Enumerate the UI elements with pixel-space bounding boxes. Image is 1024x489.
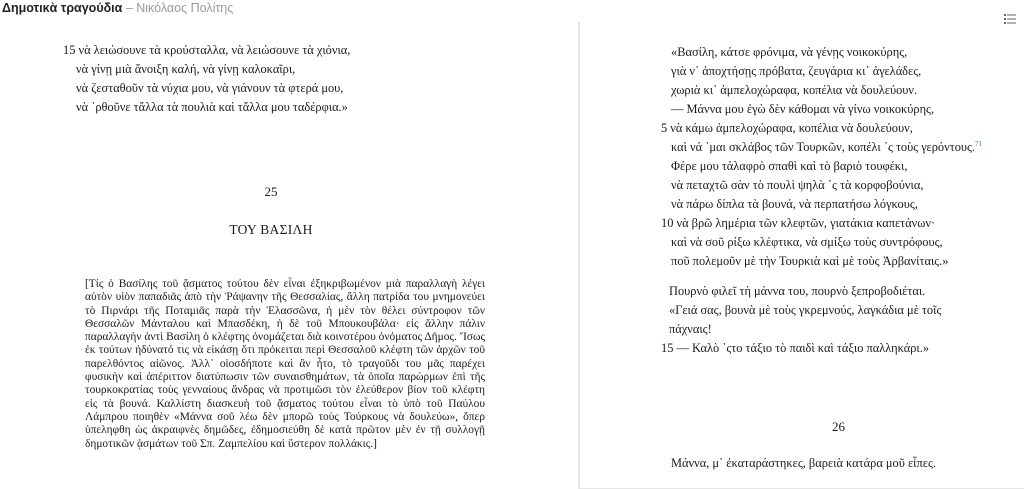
verse-line: νὰ ζεσταθοῦν τὰ νύχια μου, νὰ γιάνουν τὰ φτερά μου, (76, 81, 344, 95)
verse-line: 10 νὰ βρῶ λημέρια τῶν κλεφτῶν, γιατάκια καπετάνων· (661, 216, 936, 230)
commentary-text: [Τίς ὁ Βασίλης τοῦ ᾄσματος τούτου δὲν εἶναι ἐξηκριβωμένον μιὰ παραλλαγὴ λέγει αὐτὸν υἱὸν παπαδιᾶς ἀπὸ τὴν Ῥάψανην τῆς Θεσσαλίας, ἄλλη πατρίδα του μνημονεύει τὸ Πιρνάρι τῆς Ποταμιᾶς παρὰ τὴν Ἐλασσῶνα, ἡ μὲν τὸν θέλει σύντροφον τῶν Θεσσαλῶν Μάνταλου καὶ Μπασδέκη, ἡ δὲ τοῦ Μπουκουβάλα· εἰς ἄλλην πάλιν παραλλαγὴν ἀντὶ Βασίλη ὁ κλέφτης ὀνομάζεται διὰ κοινοτέρου ὀνόματος Δῆμος. Ἴσως ἐκ τούτων ἠδύνατό τις νὰ εἰκάσῃ ὅτι πρόκειται περὶ Θεσσαλοῦ κλέφτη τῶν ἀρχῶν τοῦ παρελθόντος αἰῶνος. Ἀλλ᾿ οἱοσδήποτε καὶ ἂν ἦτο, τὸ τραγοῦδι του μᾶς παρέχει φυσικὴν καὶ ἀπέριττον διατύπωσιν τῶν συναισθημάτων, τὰ ὁποῖα παρώρμων ἐπὶ τῆς τουρκοκρατίας τοὺς γενναίους ἄνδρας νὰ προτιμῶσι τὸν ἐλεύθερον βίον τοῦ κλέφτη εἰς τὰ βουνά. Καλλίστη διασκευὴ τοῦ ᾄσματος τούτου εἶναι τὸ ὑπὸ τοῦ Παύλου Λάμπρου ποιηθὲν «Μάννα σοῦ λέω δὲν μπορῶ τοὺς Τούρκους νὰ δουλεύω», ὅπερ ὑπεληφθη ὡς ἀκραιφνὲς δημῶδες, ἐδημοσιεύθη δὲ κατὰ πρῶτον μὲν ἐν τῇ συλλογῇ δημοτικῶν ᾀσμάτων τοῦ Σπ. Ζαμπελίου καὶ ὕστερον πολλάκις.] (85, 278, 485, 450)
book-title: Δημοτικὰ τραγούδια (2, 1, 123, 15)
verse-line: «Βασίλη, κάτσε φρόνιμα, νὰ γένῃς νοικοκύρης, (671, 45, 908, 59)
verse-line: νὰ πάρω δίπλα τὰ βουνά, νὰ περπατήσω λόγκους, (671, 197, 918, 211)
title-separator: – (122, 1, 137, 15)
footnote-link[interactable]: 71 (975, 139, 983, 148)
verse-line: Φέρε μου τἀλαφρὸ σπαθὶ καὶ τὸ βαριὸ τουφέκι, (671, 159, 908, 173)
verse-line: νὰ γίνῃ μιὰ ἄνοιξη καλή, νὰ γίνῃ καλοκαῖρι, (76, 62, 296, 76)
verse-line: «Γειά σας, βουνὰ μὲ τοὺς γκρεμνούς, λαγκάδια μὲ τοῖς (669, 303, 942, 317)
verse-line: καὶ νὰ σοῦ ρίξω κλέφτικα, νὰ σμίξω τοὺς συντρόφους, (671, 235, 943, 249)
book-title-bar (2, 1, 233, 15)
song-title: ΤΟΥ ΒΑΣΙΛΗ (229, 222, 313, 237)
top-bar (0, 0, 1024, 18)
right-page (578, 22, 1024, 489)
right-verse-block (661, 43, 982, 271)
verse-line: καὶ νά ᾿μαι σκλάβος τῶν Τουρκῶν, κοπέλι ᾿ς τοὺς γερόντους. (671, 140, 976, 154)
verse-line: Πουρνὸ φιλεῖ τὴ μάννα του, πουρνὸ ξεπροβοδιέται. (669, 284, 926, 298)
left-verse-block (63, 41, 350, 117)
left-page (0, 22, 512, 489)
verse-line: νὰ πεταχτῶ σὰν τὸ πουλὶ ψηλὰ ᾿ς τὰ κορφοβούνια, (671, 178, 924, 192)
verse-line: ποῦ πολεμοῦν μὲ τὴν Τουρκιὰ καὶ μὲ τοὺς Ἀρβανίταις.» (671, 254, 949, 268)
book-author: Νικόλαος Πολίτης (136, 1, 234, 15)
verse-line: πάχναις! (669, 322, 712, 336)
verse-line: νὰ ᾿ρθοῦνε τἄλλα τὰ πουλιὰ καὶ τἄλλα μου ταδέρφια.» (76, 100, 348, 114)
verse-line-with-footnote (661, 138, 982, 157)
verse-line: 15 — Καλὸ ᾿ςτο τάξιο τὸ παιδὶ καὶ τάξιο παλληκάρι.» (661, 341, 930, 355)
verse-line: Μάννα, μ᾿ ἐκαταράστηκες, βαρειὰ κατάρα μοῦ εἶπες. (671, 456, 936, 470)
song-number: 26 (832, 419, 845, 434)
song-number: 25 (264, 184, 278, 199)
right-verse-stanza-2 (661, 282, 941, 358)
verse-line: — Μάννα μου ἐγὼ δὲν κάθομαι νὰ γίνω νοικοκύρης, (671, 102, 935, 116)
list-menu-icon[interactable] (1004, 11, 1016, 21)
verse-line: γιὰ ν᾿ ἀποχτήσῃς πρόβατα, ζευγάρια κι᾿ ἀγελάδες, (671, 64, 922, 78)
verse-line: 5 νὰ κάμω ἀμπελοχώραφα, κοπέλια νὰ δουλεύουν, (661, 121, 913, 135)
verse-line: χωριὰ κι᾿ ἀμπελοχώραφα, κοπέλια νὰ δουλεύουν. (671, 83, 918, 97)
verse-line: 15 νὰ λειώσουνε τὰ κρούσταλλα, νὰ λειώσουνε τὰ χιόνια, (63, 43, 351, 57)
commentary-paragraph (85, 278, 485, 451)
page-divider (578, 22, 580, 489)
